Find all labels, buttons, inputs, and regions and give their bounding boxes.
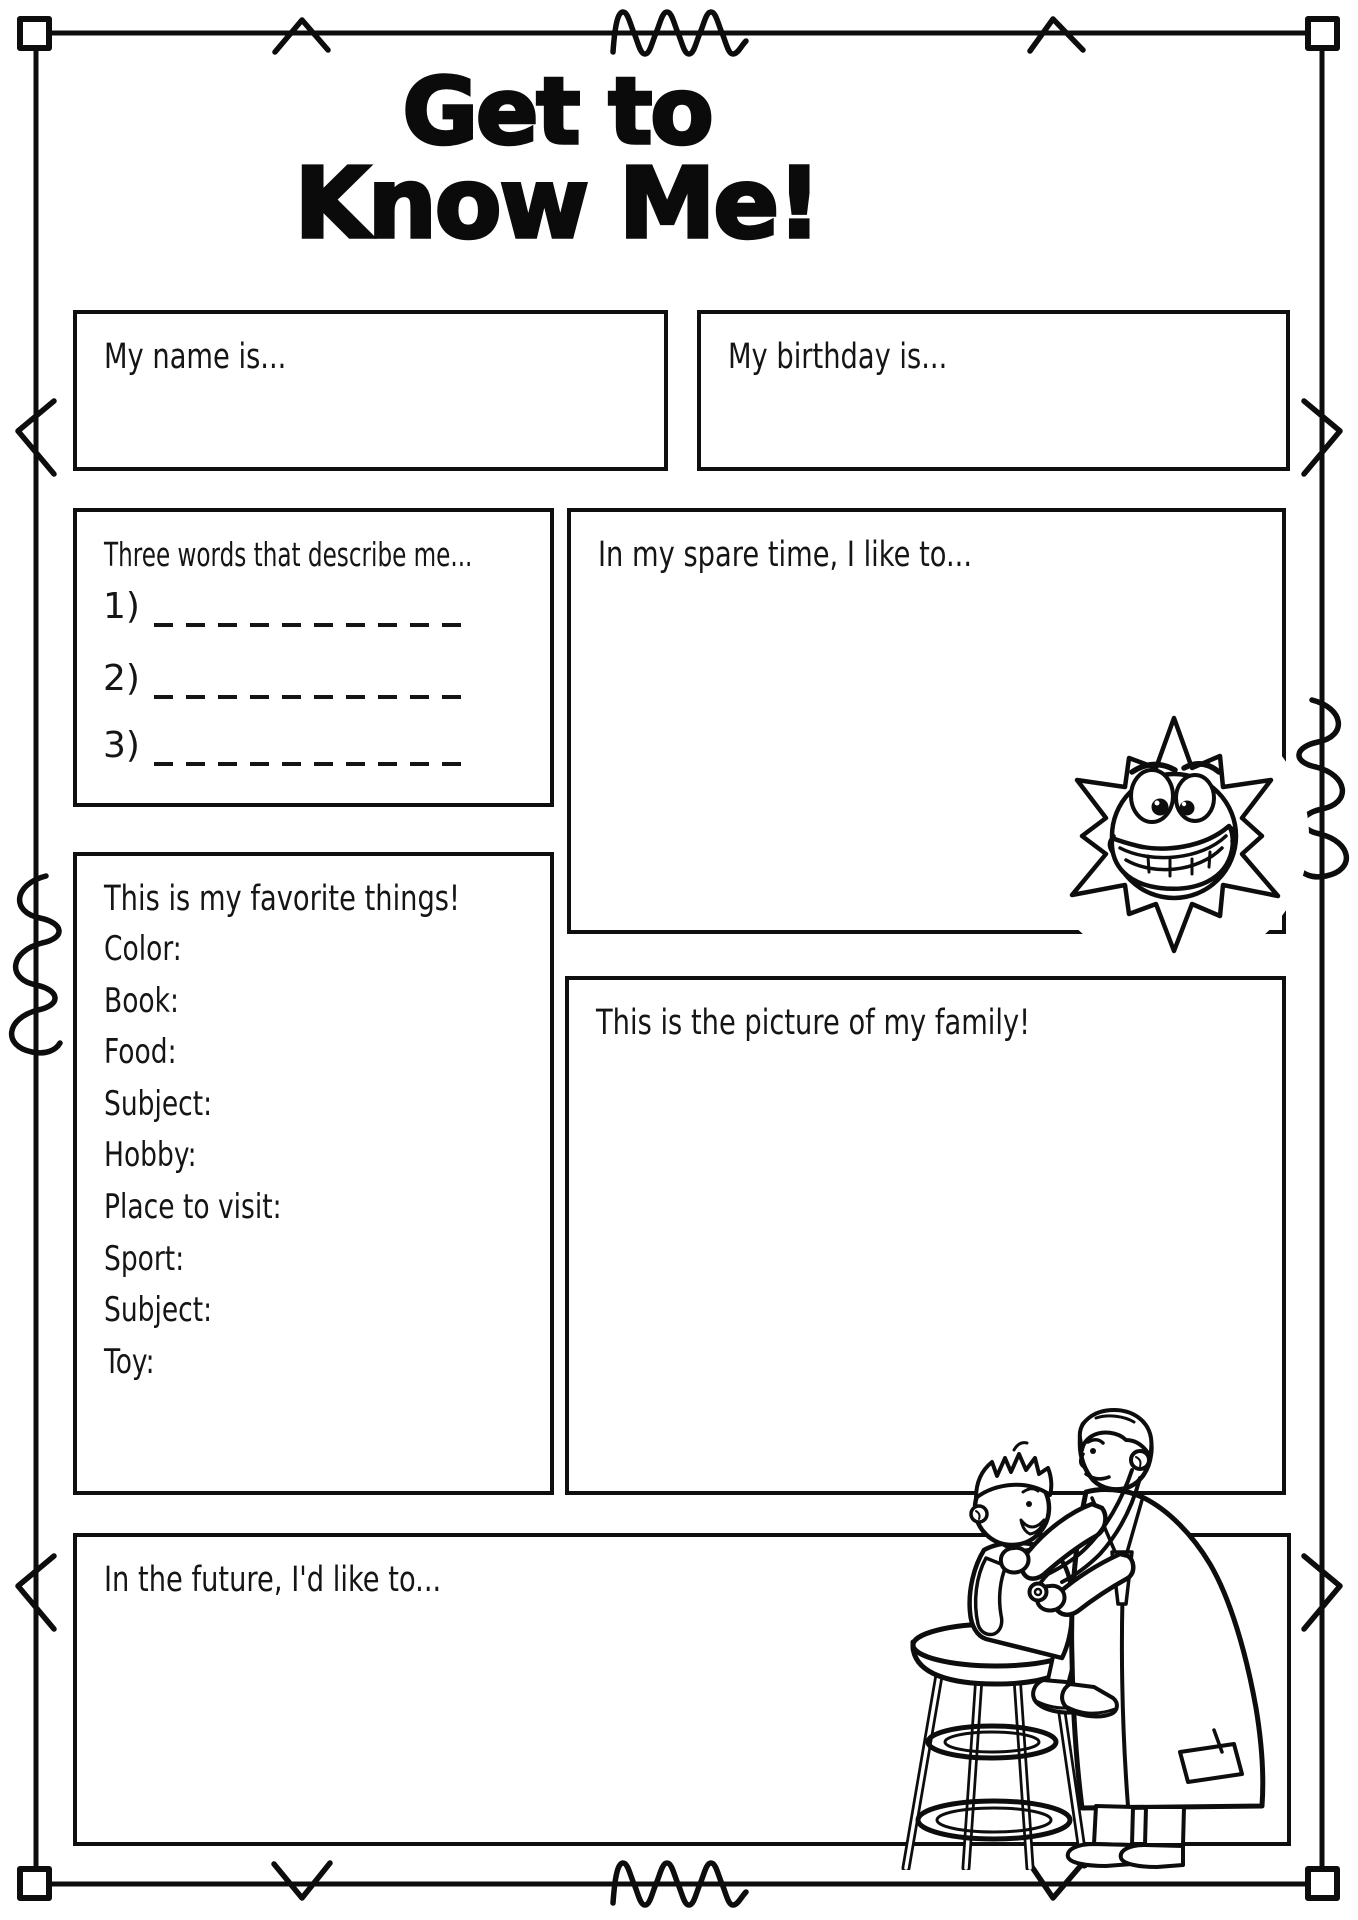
favorite-item-toy: Toy: xyxy=(104,1341,155,1382)
favorite-item-place: Place to visit: xyxy=(104,1186,282,1227)
name-field-box xyxy=(73,310,668,471)
blank-dashed-line xyxy=(154,671,472,699)
doctor-leg xyxy=(1094,1806,1133,1845)
favorite-things-list xyxy=(104,924,332,1388)
three-words-box xyxy=(73,508,554,807)
sun-illustration xyxy=(1036,688,1312,972)
three-words-label: Three words that describe me... xyxy=(104,535,473,574)
favorite-item-subject-2: Subject: xyxy=(104,1290,213,1331)
favorite-item-subject: Subject: xyxy=(104,1083,213,1124)
birthday-field-box xyxy=(697,310,1290,471)
future-label: In the future, I'd like to... xyxy=(104,1560,442,1600)
word-line-2-number: 2) xyxy=(103,658,140,699)
favorite-item-sport: Sport: xyxy=(104,1238,185,1279)
favorite-item-food: Food: xyxy=(104,1032,177,1073)
stethoscope-chestpiece xyxy=(1030,1584,1047,1601)
birthday-field-label: My birthday is... xyxy=(728,337,948,377)
word-line-3 xyxy=(103,725,472,766)
word-line-2 xyxy=(103,658,472,699)
favorite-item-book: Book: xyxy=(104,980,179,1021)
title-line-1: Get to xyxy=(402,58,712,165)
favorite-item-hobby: Hobby: xyxy=(104,1135,197,1176)
child-eye xyxy=(1026,1501,1032,1507)
title-line-2: Know Me! xyxy=(294,147,820,260)
word-line-3-number: 3) xyxy=(103,725,140,766)
spare-time-label: In my spare time, I like to... xyxy=(598,535,973,575)
word-line-1 xyxy=(103,586,472,627)
doctor-child-illustration xyxy=(880,1408,1310,1870)
word-line-1-number: 1) xyxy=(103,586,140,627)
blank-dashed-line xyxy=(154,738,472,766)
doctor-shoe xyxy=(1121,1845,1183,1867)
name-field-label: My name is... xyxy=(104,337,287,377)
favorite-things-box xyxy=(73,852,554,1495)
blank-dashed-line xyxy=(154,599,472,627)
doctor-hand xyxy=(1001,1548,1029,1573)
worksheet-title xyxy=(0,58,1114,260)
favorite-item-color: Color: xyxy=(104,929,182,969)
coat-pocket xyxy=(1180,1744,1242,1782)
doctor-eye xyxy=(1090,1448,1096,1454)
doctor-leg xyxy=(1145,1807,1184,1845)
family-picture-label: This is the picture of my family! xyxy=(596,1003,1031,1043)
favorite-things-label: This is my favorite things! xyxy=(104,879,460,919)
